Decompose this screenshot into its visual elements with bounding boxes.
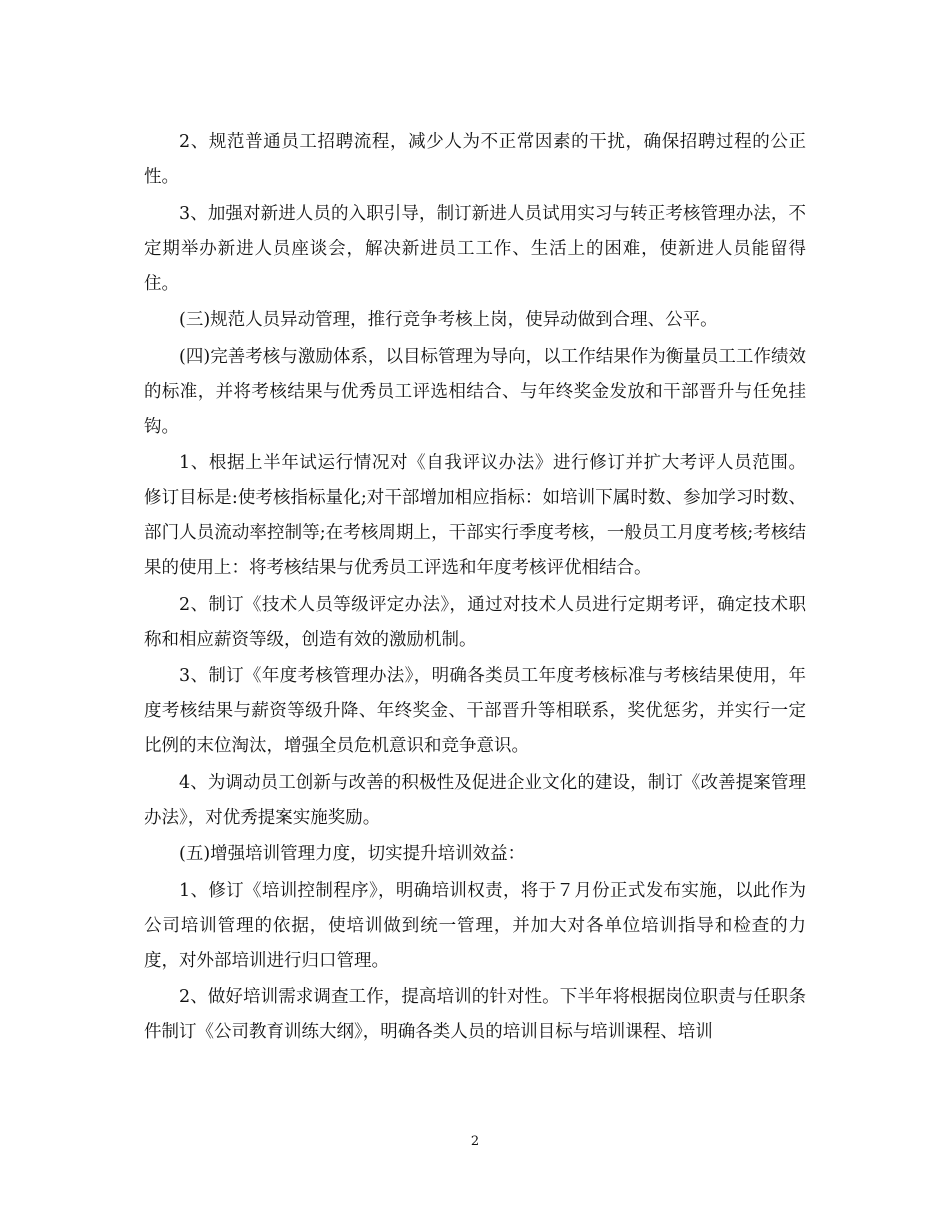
paragraph-section-three: (三)规范人员异动管理，推行竞争考核上岗，使异动做到合理、公平。 <box>179 310 718 330</box>
paragraph-new-staff-guidance: 3、加强对新进人员的入职引导，制订新进人员试用实习与转正考核管理办法，不定期举办新进人员座谈会，解决新进员工工作、生活上的困难，使新进人员能留得住。 <box>144 203 806 294</box>
page-number: 2 <box>470 1134 480 1149</box>
paragraph-section-five: (五)增强培训管理力度，切实提升培训效益： <box>179 844 526 864</box>
paragraph-annual-assessment: 3、制订《年度考核管理办法》，明确各类员工年度考核标准与考核结果使用，年度考核结果与薪资等级升降、年终奖金、干部晋升等相联系，奖优惩劣，并实行一定比例的末位淘汰，增强全员危机意识和竞争意识。 <box>144 666 806 756</box>
paragraph-section-four: (四)完善考核与激励体系，以目标管理为导向，以工作结果作为衡量员工工作绩效的标准，并将考核结果与优秀员工评选相结合、与年终奖金发放和干部晋升与任免挂钩。 <box>144 346 806 437</box>
document-body <box>144 125 806 1052</box>
paragraph-training-procedure: 1、修订《培训控制程序》，明确培训权责，将于７月份正式发布实施，以此作为公司培训管理的依据，使培训做到统一管理，并加大对各单位培训指导和检查的力度，对外部培训进行归口管理。 <box>144 880 806 971</box>
paragraph-self-evaluation: 1、根据上半年试运行情况对《自我评议办法》进行修订并扩大考评人员范围。 修订目标是:使考核指标量化;对干部增加相应指标：如培训下属时数、参加学习时数、部门人员流动率控制等;在考核周期上，干部实行季度考核，一般员工月度考核;考核结果的使用上：将考核结果与优秀员工评选和年度考核评优相结合。 <box>144 453 806 578</box>
paragraph-recruitment-process: 2、规范普通员工招聘流程，减少人为不正常因素的干扰，确保招聘过程的公正性。 <box>144 132 806 187</box>
paragraph-training-needs: 2、做好培训需求调查工作，提高培训的针对性。下半年将根据岗位职责与任职条件制订《公司教育训练大纲》，明确各类人员的培训目标与培训课程、培训 <box>144 987 806 1042</box>
paragraph-technical-grading: 2、制订《技术人员等级评定办法》，通过对技术人员进行定期考评，确定技术职称和相应薪资等级，创造有效的激励机制。 <box>144 594 806 650</box>
paragraph-improvement-proposal: 4、为调动员工创新与改善的积极性及促进企业文化的建设，制订《改善提案管理办法》，对优秀提案实施奖励。 <box>144 772 806 828</box>
